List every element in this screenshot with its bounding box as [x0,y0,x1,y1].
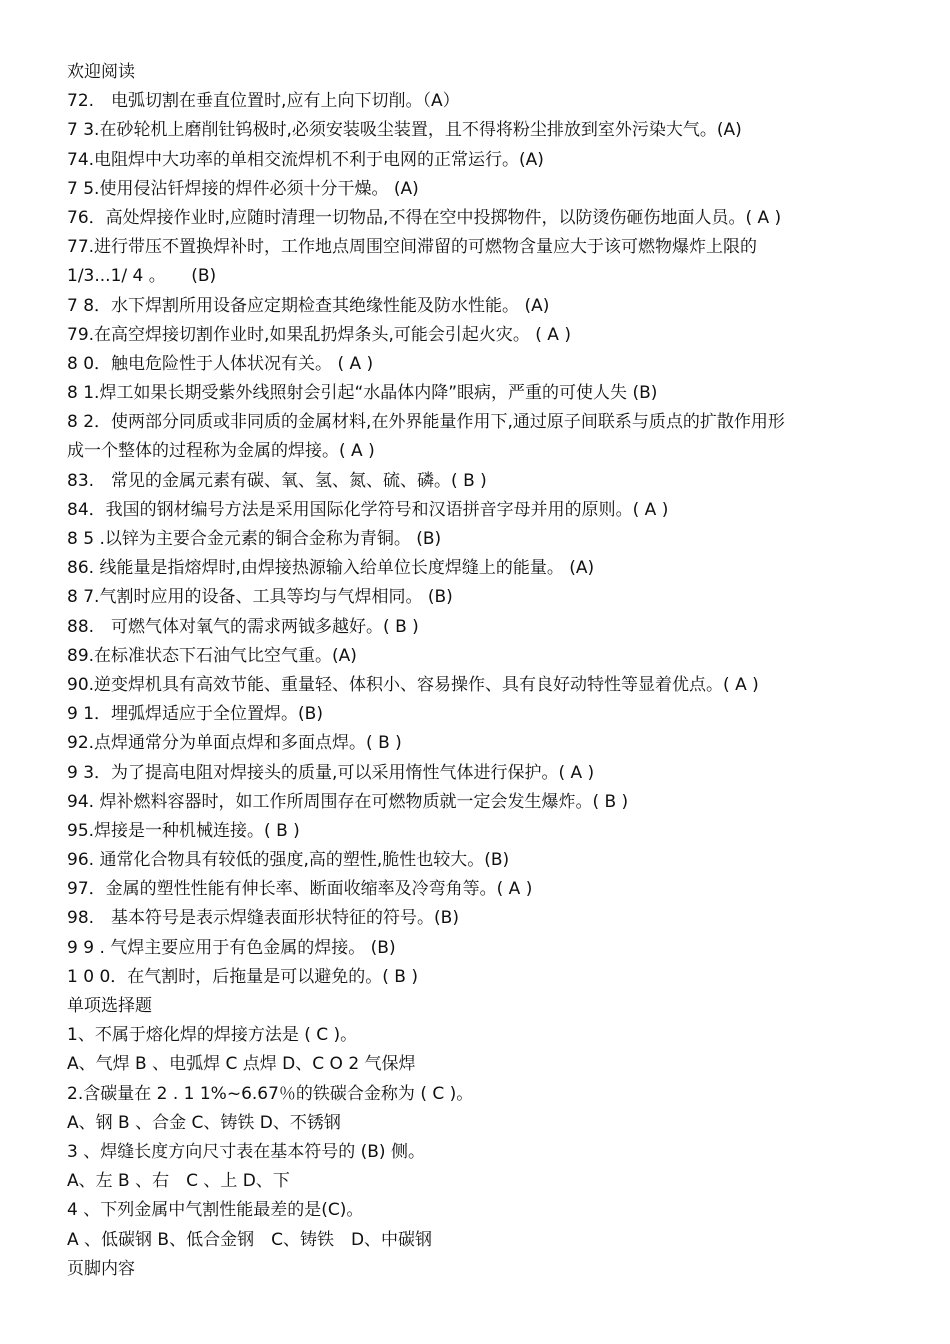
text-line: 88. 可燃气体对氧气的需求两钺多越好。( B ) [67,616,419,637]
page-footer: 页脚内容 [67,1258,135,1279]
text-line: 成一个整体的过程称为金属的焊接。( A ) [67,441,375,462]
text-line: 8 7.气割时应用的设备、工具等均与气焊相同。 (B) [67,587,453,608]
text-line: 89.在标准状态下石油气比空气重。(A) [67,645,357,666]
text-line: 86. 线能量是指熔焊时,由焊接热源输入给单位长度焊缝上的能量。 (A) [67,558,595,579]
text-line: 74.电阻焊中大功率的单相交流焊机不利于电网的正常运行。(A) [67,149,544,170]
text-line: 72. 电弧切割在垂直位置时,应有上向下切削。（A） [67,91,460,112]
text-line: 8 0．触电危险性于人体状况有关。 ( A ) [67,353,374,374]
text-line: 8 1.焊工如果长期受紫外线照射会引起“水晶体内降”眼病，严重的可使人失 (B) [67,383,658,404]
page-header: 欢迎阅读 [67,62,135,82]
text-line: 7 8．水下焊割所用设备应定期检查其绝缘性能及防水性能。 (A) [67,295,550,316]
text-line: 96. 通常化合物具有较低的强度,高的塑性,脆性也较大。(B) [67,850,510,871]
text-line: 1、不属于熔化焊的焊接方法是 ( C )。 [67,1025,358,1046]
text-line: 79.在高空焊接切割作业时,如果乱扔焊条头,可能会引起火灾。 ( A ) [67,324,571,345]
text-line: 77.进行带压不置换焊补时，工作地点周围空间滞留的可燃物含量应大于该可燃物爆炸上限的 [67,237,758,258]
text-line: 8 2．使两部分同质或非同质的金属材料,在外界能量作用下,通过原子间联系与质点的扩散作用形 [67,412,785,433]
text-line: A、左 B 、右 C 、上 D、下 [67,1171,290,1192]
text-line: 3 、焊缝长度方向尺寸表在基本符号的 (B) 侧。 [67,1141,425,1162]
text-line: 84．我国的钢材编号方法是采用国际化学符号和汉语拼音字母并用的原则。( A ) [67,499,669,520]
text-line: 9 3．为了提高电阻对焊接头的质量,可以采用惰性气体进行保护。( A ) [67,762,595,783]
text-line: 1/3...1/ 4 。 (B) [67,266,217,287]
text-line: 92.点焊通常分为单面点焊和多面点焊。( B ) [67,733,402,754]
text-line: 8 5 .以锌为主要合金元素的铜合金称为青铜。 (B) [67,529,442,549]
text-line: 7 3.在砂轮机上磨削钍钨极时,必须安装吸尘装置，且不得将粉尘排放到室外污染大气。(A) [67,120,742,141]
text-line: 1 0 0．在气割时，后拖量是可以避免的。( B ) [67,966,418,987]
text-line: 9 9 . 气焊主要应用于有色金属的焊接。 (B) [67,937,396,958]
text-line: 98. 基本符号是表示焊缝表面形状特征的符号。(B) [67,908,459,929]
text-line: 7 5.使用侵沾钎焊接的焊件必须十分干燥。 (A) [67,178,419,199]
document-page [67,58,897,1284]
text-line: 76．高处焊接作业时,应随时清理一切物品,不得在空中投掷物件，以防烫伤砸伤地面人员。( A ) [67,207,782,228]
text-line: A、气焊 B 、电弧焊 C 点焊 D、C O 2 气保焊 [67,1054,416,1075]
text-line: 95.焊接是一种机械连接。( B ) [67,820,300,841]
text-line: 9 1．埋弧焊适应于全位置焊。(B) [67,704,323,725]
text-line: 4 、下列金属中气割性能最差的是(C)。 [67,1200,364,1221]
section-heading: 单项选择题 [67,996,152,1016]
text-line: 94. 焊补燃料容器时，如工作所周围存在可燃物质就一定会发生爆炸。( B ) [67,791,629,812]
text-line: 2.含碳量在 2 . 1 1%~6.67％的铁碳合金称为 ( C )。 [67,1083,474,1104]
text-line: A、钢 B 、合金 C、铸铁 D、不锈钢 [67,1112,341,1133]
text-line: 83. 常见的金属元素有碳、氧、氢、氮、硫、磷。( B ) [67,470,487,491]
text-line: A 、低碳钢 B、低合金钢 C、铸铁 D、中碳钢 [67,1229,433,1250]
text-line: 90.逆变焊机具有高效节能、重量轻、体积小、容易操作、具有良好动特性等显着优点。( A ) [67,674,759,695]
text-line: 97．金属的塑性性能有伸长率、断面收缩率及冷弯角等。( A ) [67,879,533,900]
